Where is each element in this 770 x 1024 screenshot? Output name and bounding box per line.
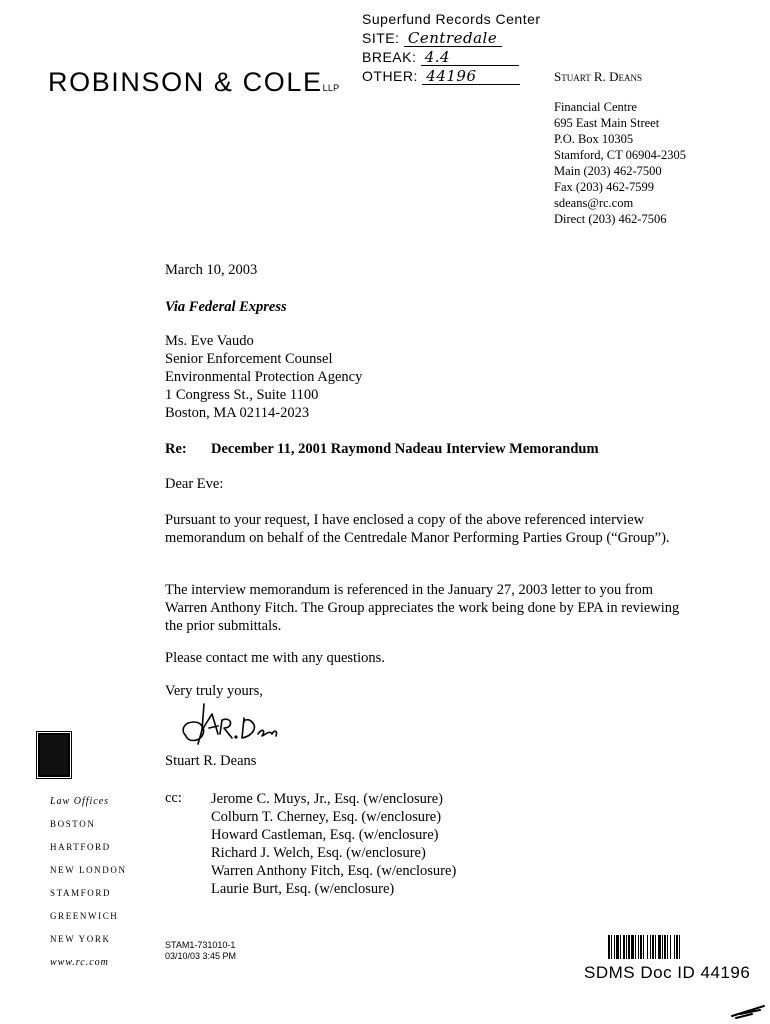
paragraph: Pursuant to your request, I have enclosed a copy of the above referenced interview memorandum on behalf of the Centredale Manor Performing Parties Group (“Group”). bbox=[165, 512, 670, 546]
delivery-method: Via Federal Express bbox=[165, 299, 287, 315]
barcode bbox=[608, 935, 714, 959]
recipient-line: Ms. Eve Vaudo bbox=[165, 333, 254, 349]
recipient-line: Boston, MA 02114-2023 bbox=[165, 405, 310, 421]
office-city: HARTFORD bbox=[50, 842, 111, 852]
sender-line: P.O. Box 10305 bbox=[554, 132, 634, 146]
doc-code: STAM1-731010-1 bbox=[165, 940, 236, 950]
stamp-site-label: SITE: bbox=[362, 30, 400, 46]
sdms-doc-id: SDMS Doc ID 44196 bbox=[584, 963, 751, 982]
firm-suffix: LLP bbox=[322, 83, 340, 93]
office-city: NEW YORK bbox=[50, 934, 111, 944]
cc-recipient: Howard Castleman, Esq. (w/enclosure) bbox=[211, 827, 439, 843]
office-city: NEW LONDON bbox=[50, 865, 127, 875]
scan-mark bbox=[730, 1000, 766, 1020]
stamp-other-value: 44196 bbox=[422, 69, 520, 85]
sender-line: Stamford, CT 06904-2305 bbox=[554, 148, 687, 162]
office-city: BOSTON bbox=[50, 819, 96, 829]
paragraph: Please contact me with any questions. bbox=[165, 650, 385, 666]
sender-line: Financial Centre bbox=[554, 100, 637, 114]
cc-recipient: Jerome C. Muys, Jr., Esq. (w/enclosure) bbox=[211, 791, 443, 807]
firm-name: ROBINSON & COLE bbox=[48, 67, 323, 97]
closing: Very truly yours, bbox=[165, 683, 263, 699]
sender-name: Stuart R. Deans bbox=[554, 69, 642, 84]
sender-line: Main (203) 462-7500 bbox=[554, 164, 662, 178]
signature bbox=[172, 700, 292, 750]
cc-recipient: Warren Anthony Fitch, Esq. (w/enclosure) bbox=[211, 863, 457, 879]
signer-name: Stuart R. Deans bbox=[165, 753, 257, 769]
recipient-line: Senior Enforcement Counsel bbox=[165, 351, 333, 367]
paragraph: The interview memorandum is referenced in the January 27, 2003 letter to you from Warren Anthony Fitch. The Group appreciates the work being done by EPA in reviewing the prior submittals. bbox=[165, 582, 680, 634]
subject-label: Re: bbox=[165, 441, 187, 457]
office-city: GREENWICH bbox=[50, 911, 119, 921]
stamp-break-label: BREAK: bbox=[362, 49, 417, 65]
subject-line bbox=[165, 440, 599, 458]
records-stamp bbox=[362, 10, 541, 86]
letter-date: March 10, 2003 bbox=[165, 262, 258, 278]
salutation: Dear Eve: bbox=[165, 476, 224, 492]
cc-recipient: Laurie Burt, Esq. (w/enclosure) bbox=[211, 881, 395, 897]
sender-line: Fax (203) 462-7599 bbox=[554, 180, 654, 194]
recipient-line: 1 Congress St., Suite 1100 bbox=[165, 387, 319, 403]
stamp-site-value: Centredale bbox=[404, 31, 502, 47]
recipient-address bbox=[165, 332, 362, 422]
cc-label: cc: bbox=[165, 790, 182, 806]
subject-text: December 11, 2001 Raymond Nadeau Interview Memorandum bbox=[211, 441, 599, 457]
cc-recipient: Richard J. Welch, Esq. (w/enclosure) bbox=[211, 845, 426, 861]
cc-recipient: Colburn T. Cherney, Esq. (w/enclosure) bbox=[211, 809, 442, 825]
stamp-other-label: OTHER: bbox=[362, 68, 418, 84]
sender-block bbox=[554, 69, 686, 227]
offices-heading: Law Offices bbox=[50, 796, 110, 807]
cc-list bbox=[211, 790, 456, 898]
stamp-title: Superfund Records Center bbox=[362, 11, 541, 27]
office-city: STAMFORD bbox=[50, 888, 112, 898]
document-code bbox=[165, 940, 236, 962]
office-list bbox=[50, 790, 127, 974]
firm-website: www.rc.com bbox=[50, 957, 109, 968]
sender-line: Direct (203) 462-7506 bbox=[554, 212, 667, 226]
firm-logo bbox=[48, 67, 339, 98]
stamp-break-value: 4.4 bbox=[421, 50, 519, 66]
recipient-line: Environmental Protection Agency bbox=[165, 369, 363, 385]
sender-line: 695 East Main Street bbox=[554, 116, 660, 130]
firm-emblem bbox=[38, 733, 70, 777]
sender-email: sdeans@rc.com bbox=[554, 196, 634, 210]
doc-timestamp: 03/10/03 3:45 PM bbox=[165, 951, 237, 961]
